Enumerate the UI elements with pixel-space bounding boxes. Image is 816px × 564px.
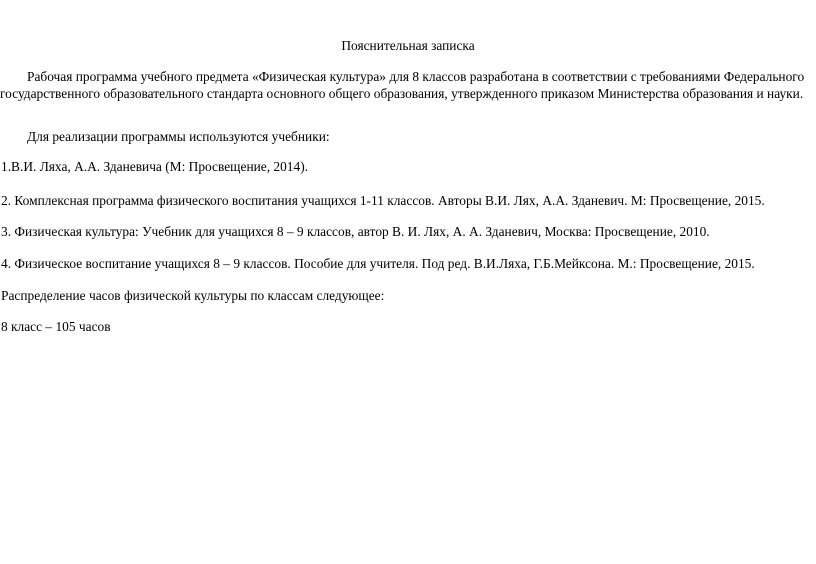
textbook-item-1: 1.В.И. Ляха, А.А. Зданевича (М: Просвещение, 2014). <box>1 159 308 174</box>
textbook-item-4: 4. Физическое воспитание учащихся 8 – 9 классов. Пособие для учителя. Под ред. В.И.Ляха, Г.Б.Мейксона. М.: Просвещение, 2015. <box>1 256 755 271</box>
document-title: Пояснительная записка <box>341 38 475 53</box>
hours-intro: Распределение часов физической культуры по классам следующее: <box>1 288 385 303</box>
hours-line: 8 класс – 105 часов <box>1 319 111 334</box>
textbooks-intro: Для реализации программы используются учебники: <box>27 129 330 144</box>
textbook-item-3: 3. Физическая культура: Учебник для учащихся 8 – 9 классов, автор В. И. Лях, А. А. Зданевич, Москва: Просвещение, 2010. <box>1 224 710 239</box>
intro-paragraph: Рабочая программа учебного предмета «Физическая культура» для 8 классов разработана в соответствии с требованиями Федерального государственного образовательного стандарта основного общего образования, утвержденного приказом Министерства образования и науки. <box>0 69 805 101</box>
textbook-item-2: 2. Комплексная программа физического воспитания учащихся 1-11 классов. Авторы В.И. Лях, А.А. Зданевич. М: Просвещение, 2015. <box>1 193 765 208</box>
